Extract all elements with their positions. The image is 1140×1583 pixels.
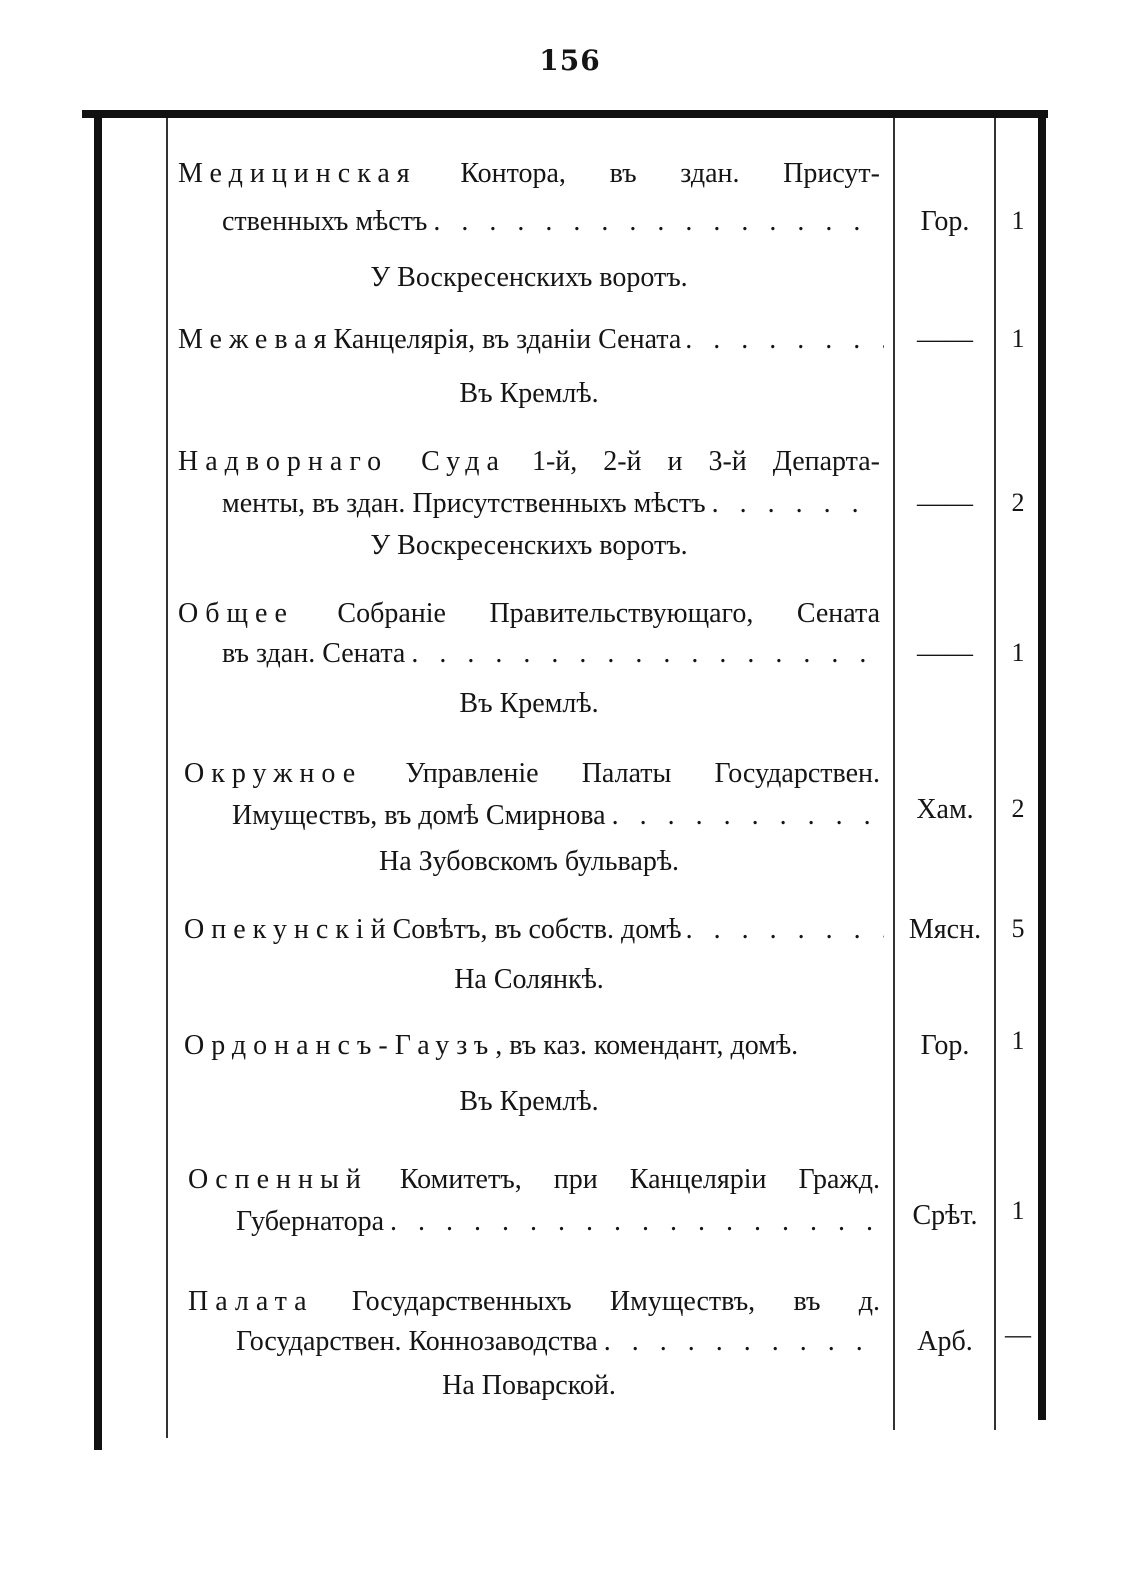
entry-district: —— [917, 324, 973, 355]
entry-heading: Окружное [184, 758, 363, 789]
entry-address: У Воскресенскихъ воротъ. [370, 530, 688, 561]
entry-continuation-line [236, 1326, 880, 1358]
entry-number: 5 [1011, 914, 1025, 943]
entry-description: Управленіе Палаты Государствен. [362, 758, 880, 789]
entry-district: Хам. [916, 794, 974, 825]
entry-number: 1 [1011, 1196, 1025, 1225]
entry-address: У Воскресенскихъ воротъ. [370, 262, 688, 293]
entry-description: Комитетъ, при Канцеляріи Гражд. [367, 1164, 880, 1195]
entry-address: На Поварской. [442, 1370, 616, 1401]
entry-continuation-line [236, 1206, 880, 1238]
frame-top-border [82, 110, 1048, 118]
entry-title-line [184, 1030, 890, 1062]
entry-title-line [178, 446, 880, 478]
entry-continuation: менты, въ здан. Присутственныхъ мѣстъ [222, 488, 706, 519]
dot-leader [686, 914, 884, 946]
dot-leader [433, 206, 880, 238]
column-rule-part [893, 118, 895, 1430]
entry-address: Въ Кремлѣ. [459, 378, 599, 409]
entry-continuation-line [222, 488, 880, 520]
entry-title-line [178, 158, 880, 190]
entry-title-line [178, 324, 884, 356]
entry-title-line [188, 1164, 880, 1196]
entry-district: —— [917, 638, 973, 669]
column-rule-number [994, 118, 996, 1430]
entry-number: 1 [1011, 1026, 1025, 1055]
entry-district: Гор. [920, 1030, 970, 1061]
entry-description: Контора, въ здан. Присут- [416, 158, 880, 189]
entry-district: Гор. [920, 206, 970, 237]
entry-continuation-line [222, 206, 880, 238]
entry-number: 1 [1011, 206, 1025, 235]
entry-district: Мясн. [908, 914, 982, 945]
entry-continuation-line [222, 638, 880, 670]
entry-heading: Оспенный [188, 1164, 368, 1195]
entry-title-line [184, 758, 880, 790]
entry-title-line [188, 1286, 880, 1318]
dot-leader [685, 324, 884, 356]
entry-title-line [184, 914, 884, 946]
entry-description: 1-й, 2-й и 3-й Департа- [505, 446, 880, 477]
frame-left-border [94, 110, 102, 1450]
entry-heading: Палата [188, 1286, 314, 1317]
entry-number: — [1005, 1320, 1031, 1349]
entry-continuation: Государствен. Коннозаводства [236, 1326, 598, 1357]
dot-leader [604, 1326, 880, 1358]
entry-title-line [178, 598, 880, 630]
entry-district: Арб. [917, 1326, 973, 1357]
entry-address: Въ Кремлѣ. [459, 688, 599, 719]
entry-continuation: ственныхъ мѣстъ [222, 206, 428, 237]
entry-district: —— [917, 488, 973, 519]
entry-continuation-line [232, 800, 880, 832]
entry-number: 2 [1011, 794, 1025, 823]
entry-description: Государственныхъ Имуществъ, въ д. [313, 1286, 880, 1317]
entry-heading: Общее [178, 598, 294, 629]
entry-heading: Медицинская [178, 158, 417, 189]
entry-heading: Опекунскій [184, 914, 393, 945]
entry-continuation: въ здан. Сената [222, 638, 406, 669]
entry-description: Канцелярія, въ зданіи Сената [333, 324, 682, 355]
entry-description: , въ каз. комендант, домѣ. [495, 1030, 799, 1061]
dot-leader [390, 1206, 880, 1238]
dot-leader [612, 800, 880, 832]
column-rule-left [166, 118, 168, 1438]
entry-address: На Зубовскомъ бульварѣ. [378, 846, 680, 877]
entry-continuation: Губернатора [236, 1206, 385, 1237]
dot-leader [712, 488, 880, 520]
entry-number: 2 [1011, 488, 1025, 517]
entry-description: Собраніе Правительствующаго, Сената [293, 598, 880, 629]
entry-heading: Ордонансъ-Гаузъ [184, 1030, 496, 1061]
entry-continuation: Имуществъ, въ домѣ Смирнова [232, 800, 606, 831]
entry-heading: Межевая [178, 324, 334, 355]
entry-heading: Надворнаго Суда [178, 446, 506, 477]
frame-right-border [1038, 110, 1046, 1420]
entry-number: 1 [1011, 638, 1025, 667]
entry-description: Совѣтъ, въ собств. домѣ [392, 914, 682, 945]
entry-district: Срѣт. [912, 1200, 978, 1231]
page-number: 156 [539, 44, 601, 77]
dot-leader [411, 638, 880, 670]
entry-number: 1 [1011, 324, 1025, 353]
entry-address: На Солянкѣ. [454, 964, 604, 995]
entry-address: Въ Кремлѣ. [459, 1086, 599, 1117]
